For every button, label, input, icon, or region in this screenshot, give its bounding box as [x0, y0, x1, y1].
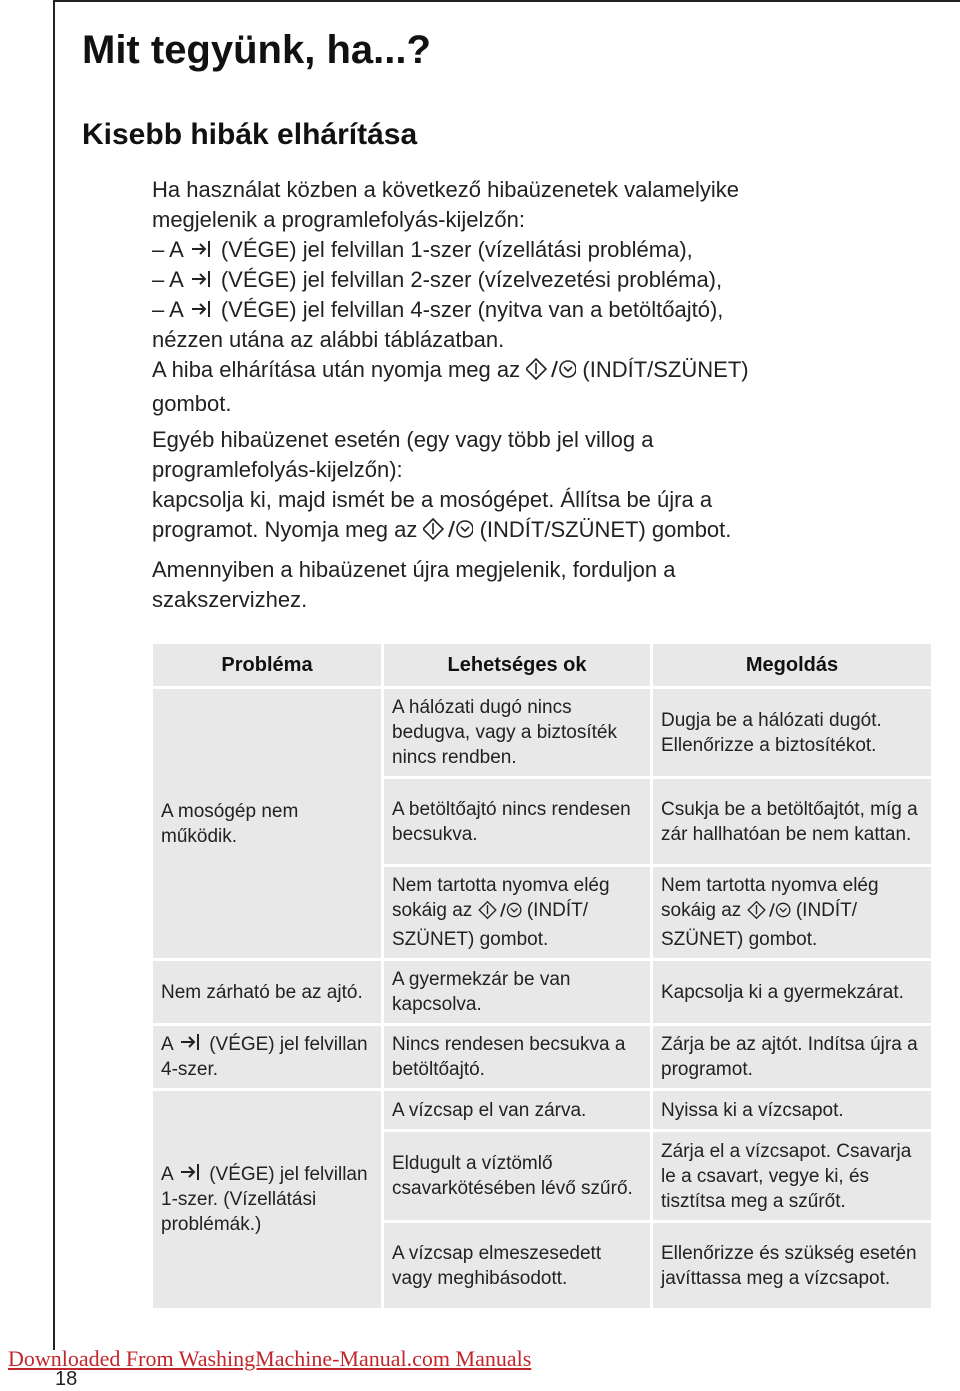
- cell-text-part: A: [161, 1034, 173, 1055]
- solution-cell: Dugja be a hálózati dugót. Ellenőrizze a biztosítékot.: [653, 689, 931, 776]
- cell-text-part: (INDÍT/ SZÜNET) gombot.: [661, 900, 858, 950]
- start-pause-icon: [526, 357, 576, 389]
- solution-cell: Ellenőrizze és szükség esetén javíttassa meg a vízcsapot.: [653, 1223, 931, 1308]
- cell-text-part: Nem tartotta nyomva elég sokáig az: [392, 875, 610, 921]
- column-header-solution: Megoldás: [653, 644, 931, 686]
- solution-cell: Csukja be a betöltőajtót, míg a zár hallhatóan be nem kattan.: [653, 779, 931, 864]
- start-pause-icon: [478, 900, 522, 927]
- cause-cell: Eldugult a víztömlő csavarkötésében lévő szűrő.: [384, 1132, 650, 1220]
- column-header-cause: Lehetséges ok: [384, 644, 650, 686]
- table-row: [153, 1026, 931, 1088]
- cell-text-part: (VÉGE) jel felvillan 4-szer.: [161, 1034, 368, 1080]
- problem-cell: [153, 1091, 381, 1308]
- end-arrow-icon: [178, 1032, 204, 1052]
- intro-line: kapcsolja ki, majd ismét be a mosógépet. Állítsa be újra a: [152, 487, 713, 512]
- bullet-text: (VÉGE) jel felvillan 4-szer (nyitva van a betöltőajtó),: [220, 297, 724, 322]
- cause-cell: A betöltőajtó nincs rendesen becsukva.: [384, 779, 650, 864]
- page-frame-top: [53, 0, 960, 2]
- cell-text-part: A: [161, 1164, 173, 1185]
- page-number: 18: [55, 1368, 78, 1390]
- intro-bullet: [152, 265, 872, 295]
- section-title: Kisebb hibák elhárítása: [82, 118, 418, 151]
- intro-text-part: (INDÍT/SZÜNET) gombot.: [479, 517, 732, 542]
- intro-line: Ha használat közben a következő hibaüzenetek valamelyike: [152, 177, 740, 202]
- intro-line: szakszervizhez.: [152, 587, 308, 612]
- intro-bullet: [152, 295, 872, 325]
- end-arrow-icon: [189, 269, 215, 289]
- cause-cell: A hálózati dugó nincs bedugva, vagy a biztosíték nincs rendben.: [384, 689, 650, 776]
- troubleshooting-table: [150, 641, 934, 1311]
- problem-cell: [153, 1026, 381, 1088]
- intro-line: megjelenik a programlefolyás-kijelzőn:: [152, 207, 525, 232]
- column-header-problem: Probléma: [153, 644, 381, 686]
- page-frame-left: [53, 0, 55, 1350]
- solution-cell: Nyissa ki a vízcsapot.: [653, 1091, 931, 1129]
- intro-line: gombot.: [152, 391, 232, 416]
- cause-cell: Nincs rendesen becsukva a betöltőajtó.: [384, 1026, 650, 1088]
- download-source-link[interactable]: Downloaded From WashingMachine-Manual.com Manuals: [8, 1346, 532, 1371]
- bullet-prefix: – A: [152, 297, 183, 322]
- start-pause-icon: [423, 517, 473, 549]
- bullet-prefix: – A: [152, 267, 183, 292]
- solution-cell: Zárja be az ajtót. Indítsa újra a programot.: [653, 1026, 931, 1088]
- bullet-prefix: – A: [152, 237, 183, 262]
- solution-cell: [653, 867, 931, 958]
- table-header-row: [153, 644, 931, 686]
- end-arrow-icon: [189, 239, 215, 259]
- end-arrow-icon: [178, 1162, 204, 1182]
- start-pause-icon: [747, 900, 791, 927]
- table-row: [153, 689, 931, 776]
- problem-cell: Nem zárható be az ajtó.: [153, 961, 381, 1023]
- solution-cell: Kapcsolja ki a gyermekzárat.: [653, 961, 931, 1023]
- bullet-text: (VÉGE) jel felvillan 2-szer (vízelvezetési probléma),: [220, 267, 723, 292]
- intro-line: nézzen utána az alábbi táblázatban.: [152, 327, 505, 352]
- table-row: [153, 961, 931, 1023]
- table-row: [153, 1091, 931, 1129]
- cause-cell: [384, 867, 650, 958]
- bullet-text: (VÉGE) jel felvillan 1-szer (vízellátási probléma),: [220, 237, 693, 262]
- problem-cell: A mosógép nem működik.: [153, 689, 381, 958]
- intro-bullet: [152, 235, 872, 265]
- cell-text-part: (INDÍT/ SZÜNET) gombot.: [392, 900, 589, 950]
- intro-line: Amennyiben a hibaüzenet újra megjelenik, forduljon a: [152, 557, 676, 582]
- end-arrow-icon: [189, 299, 215, 319]
- intro-text: [152, 175, 872, 615]
- intro-line: programlefolyás-kijelzőn):: [152, 457, 403, 482]
- cell-text-part: Nem tartotta nyomva elég sokáig az: [661, 875, 879, 921]
- cause-cell: A gyermekzár be van kapcsolva.: [384, 961, 650, 1023]
- intro-line: Egyéb hibaüzenet esetén (egy vagy több jel villog a: [152, 427, 654, 452]
- solution-cell: Zárja el a vízcsapot. Csavarja le a csavart, vegye ki, és tisztítsa meg a szűrőt.: [653, 1132, 931, 1220]
- cell-text-part: (VÉGE) jel felvillan 1-szer. (Vízellátási problémák.): [161, 1164, 368, 1235]
- intro-text-part: (INDÍT/SZÜNET): [582, 357, 749, 382]
- cause-cell: A vízcsap elmeszesedett vagy meghibásodott.: [384, 1223, 650, 1308]
- cause-cell: A vízcsap el van zárva.: [384, 1091, 650, 1129]
- page-title: Mit tegyünk, ha...?: [82, 28, 431, 72]
- intro-line: [152, 355, 872, 389]
- intro-text-part: programot. Nyomja meg az: [152, 517, 418, 542]
- intro-text-part: A hiba elhárítása után nyomja meg az: [152, 357, 521, 382]
- intro-line: [152, 515, 872, 549]
